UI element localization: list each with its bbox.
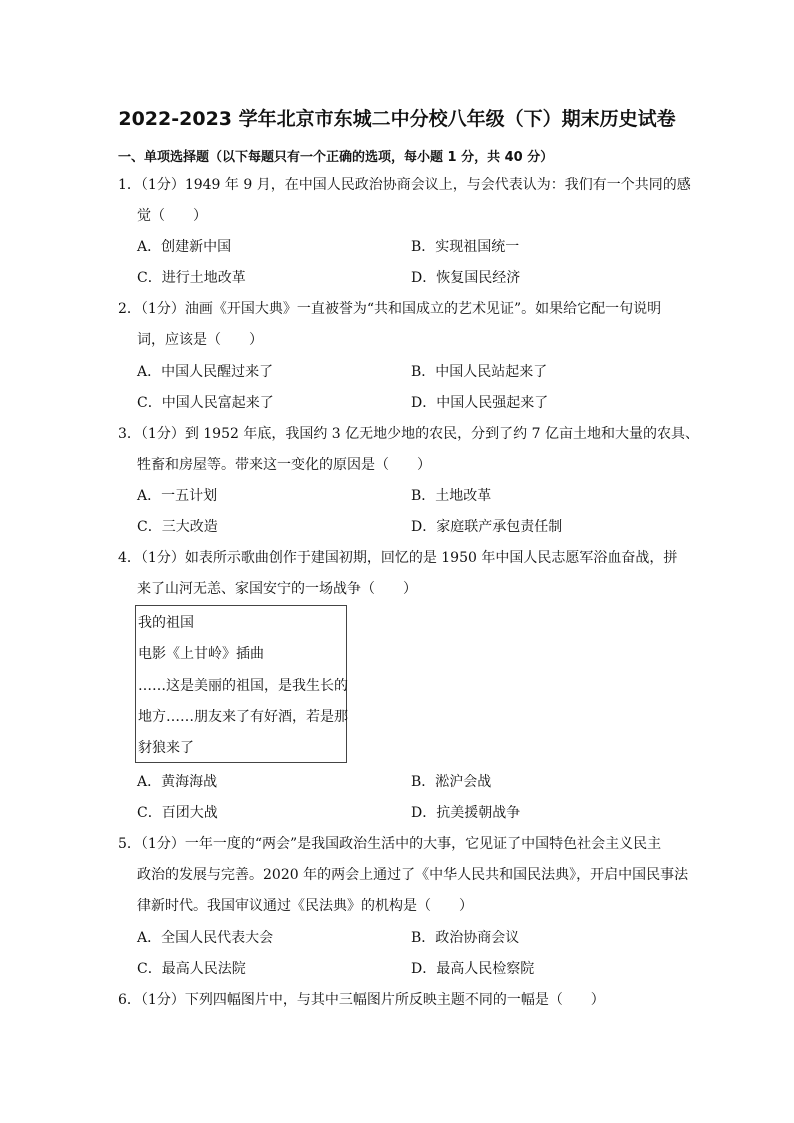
question-1-option-d: D．恢复国民经济 — [411, 270, 521, 286]
question-4-stem-line-1: 4．（1分）如表所示歌曲创作于建国初期，回忆的是 1950 年中国人民志愿军浴血奋战，拼 — [118, 550, 678, 566]
question-2-option-d: D．中国人民强起来了 — [411, 395, 549, 411]
song-lyrics-line-4: 地方……朋友来了有好酒，若是那 — [138, 709, 348, 725]
question-1-stem-line-1: 1．（1分）1949 年 9 月，在中国人民政治协商会议上，与会代表认为：我们有一个共同的感 — [118, 177, 691, 193]
question-5-stem-line-2: 政治的发展与完善。2020 年的两会上通过了《中华人民共和国民法典》，开启中国民事法 — [137, 867, 689, 883]
question-4-option-d: D．抗美援朝战争 — [411, 805, 521, 821]
question-2-option-c: C．中国人民富起来了 — [137, 395, 274, 411]
question-3-stem-line-2: 牲畜和房屋等。带来这一变化的原因是（ ） — [137, 457, 431, 473]
question-1-option-c: C．进行土地改革 — [137, 270, 246, 286]
question-1-option-a: A．创建新中国 — [137, 239, 232, 255]
song-lyrics-line-3: ……这是美丽的祖国，是我生长的 — [138, 678, 348, 694]
question-2-stem-line-2: 词，应该是（ ） — [137, 332, 263, 348]
question-2-option-a: A．中国人民醒过来了 — [137, 364, 274, 380]
song-lyrics-line-5: 豺狼来了 — [138, 740, 194, 756]
song-lyrics-line-1: 我的祖国 — [138, 615, 194, 631]
question-3-stem-line-1: 3．（1分）到 1952 年底，我国约 3 亿无地少地的农民，分到了约 7 亿亩土地和大量的农具、 — [118, 426, 699, 442]
question-3-option-d: D．家庭联产承包责任制 — [411, 519, 563, 535]
question-6-stem-line-1: 6．（1分）下列四幅图片中，与其中三幅图片所反映主题不同的一幅是（ ） — [118, 992, 605, 1008]
question-5-option-b: B．政治协商会议 — [411, 930, 520, 946]
question-5-option-a: A．全国人民代表大会 — [137, 930, 274, 946]
question-3-option-c: C．三大改造 — [137, 519, 218, 535]
song-lyrics-box — [135, 605, 347, 763]
question-2-stem-line-1: 2．（1分）油画《开国大典》一直被誉为“共和国成立的艺术见证”。如果给它配一句说明 — [118, 301, 662, 317]
question-2-option-b: B．中国人民站起来了 — [411, 364, 548, 380]
question-5-stem-line-3: 律新时代。我国审议通过《民法典》的机构是（ ） — [137, 898, 473, 914]
question-3-option-a: A．一五计划 — [137, 488, 218, 504]
question-4-option-b: B．淞沪会战 — [411, 774, 492, 790]
section-header: 一、单项选择题（以下每题只有一个正确的选项，每小题 1 分，共 40 分） — [118, 150, 554, 165]
question-1-stem-line-2: 觉（ ） — [137, 208, 207, 224]
question-1-option-b: B．实现祖国统一 — [411, 239, 520, 255]
song-lyrics-line-2: 电影《上甘岭》插曲 — [138, 646, 264, 662]
question-4-option-a: A．黄海海战 — [137, 774, 218, 790]
question-5-option-c: C．最高人民法院 — [137, 961, 246, 977]
question-4-stem-line-2: 来了山河无恙、家国安宁的一场战争（ ） — [137, 581, 417, 597]
exam-title: 2022-2023 学年北京市东城二中分校八年级（下）期末历史试卷 — [118, 108, 676, 130]
question-5-stem-line-1: 5．（1分）一年一度的“两会”是我国政治生活中的大事，它见证了中国特色社会主义民主 — [118, 836, 662, 852]
question-4-option-c: C．百团大战 — [137, 805, 218, 821]
question-3-option-b: B．土地改革 — [411, 488, 492, 504]
question-5-option-d: D．最高人民检察院 — [411, 961, 535, 977]
